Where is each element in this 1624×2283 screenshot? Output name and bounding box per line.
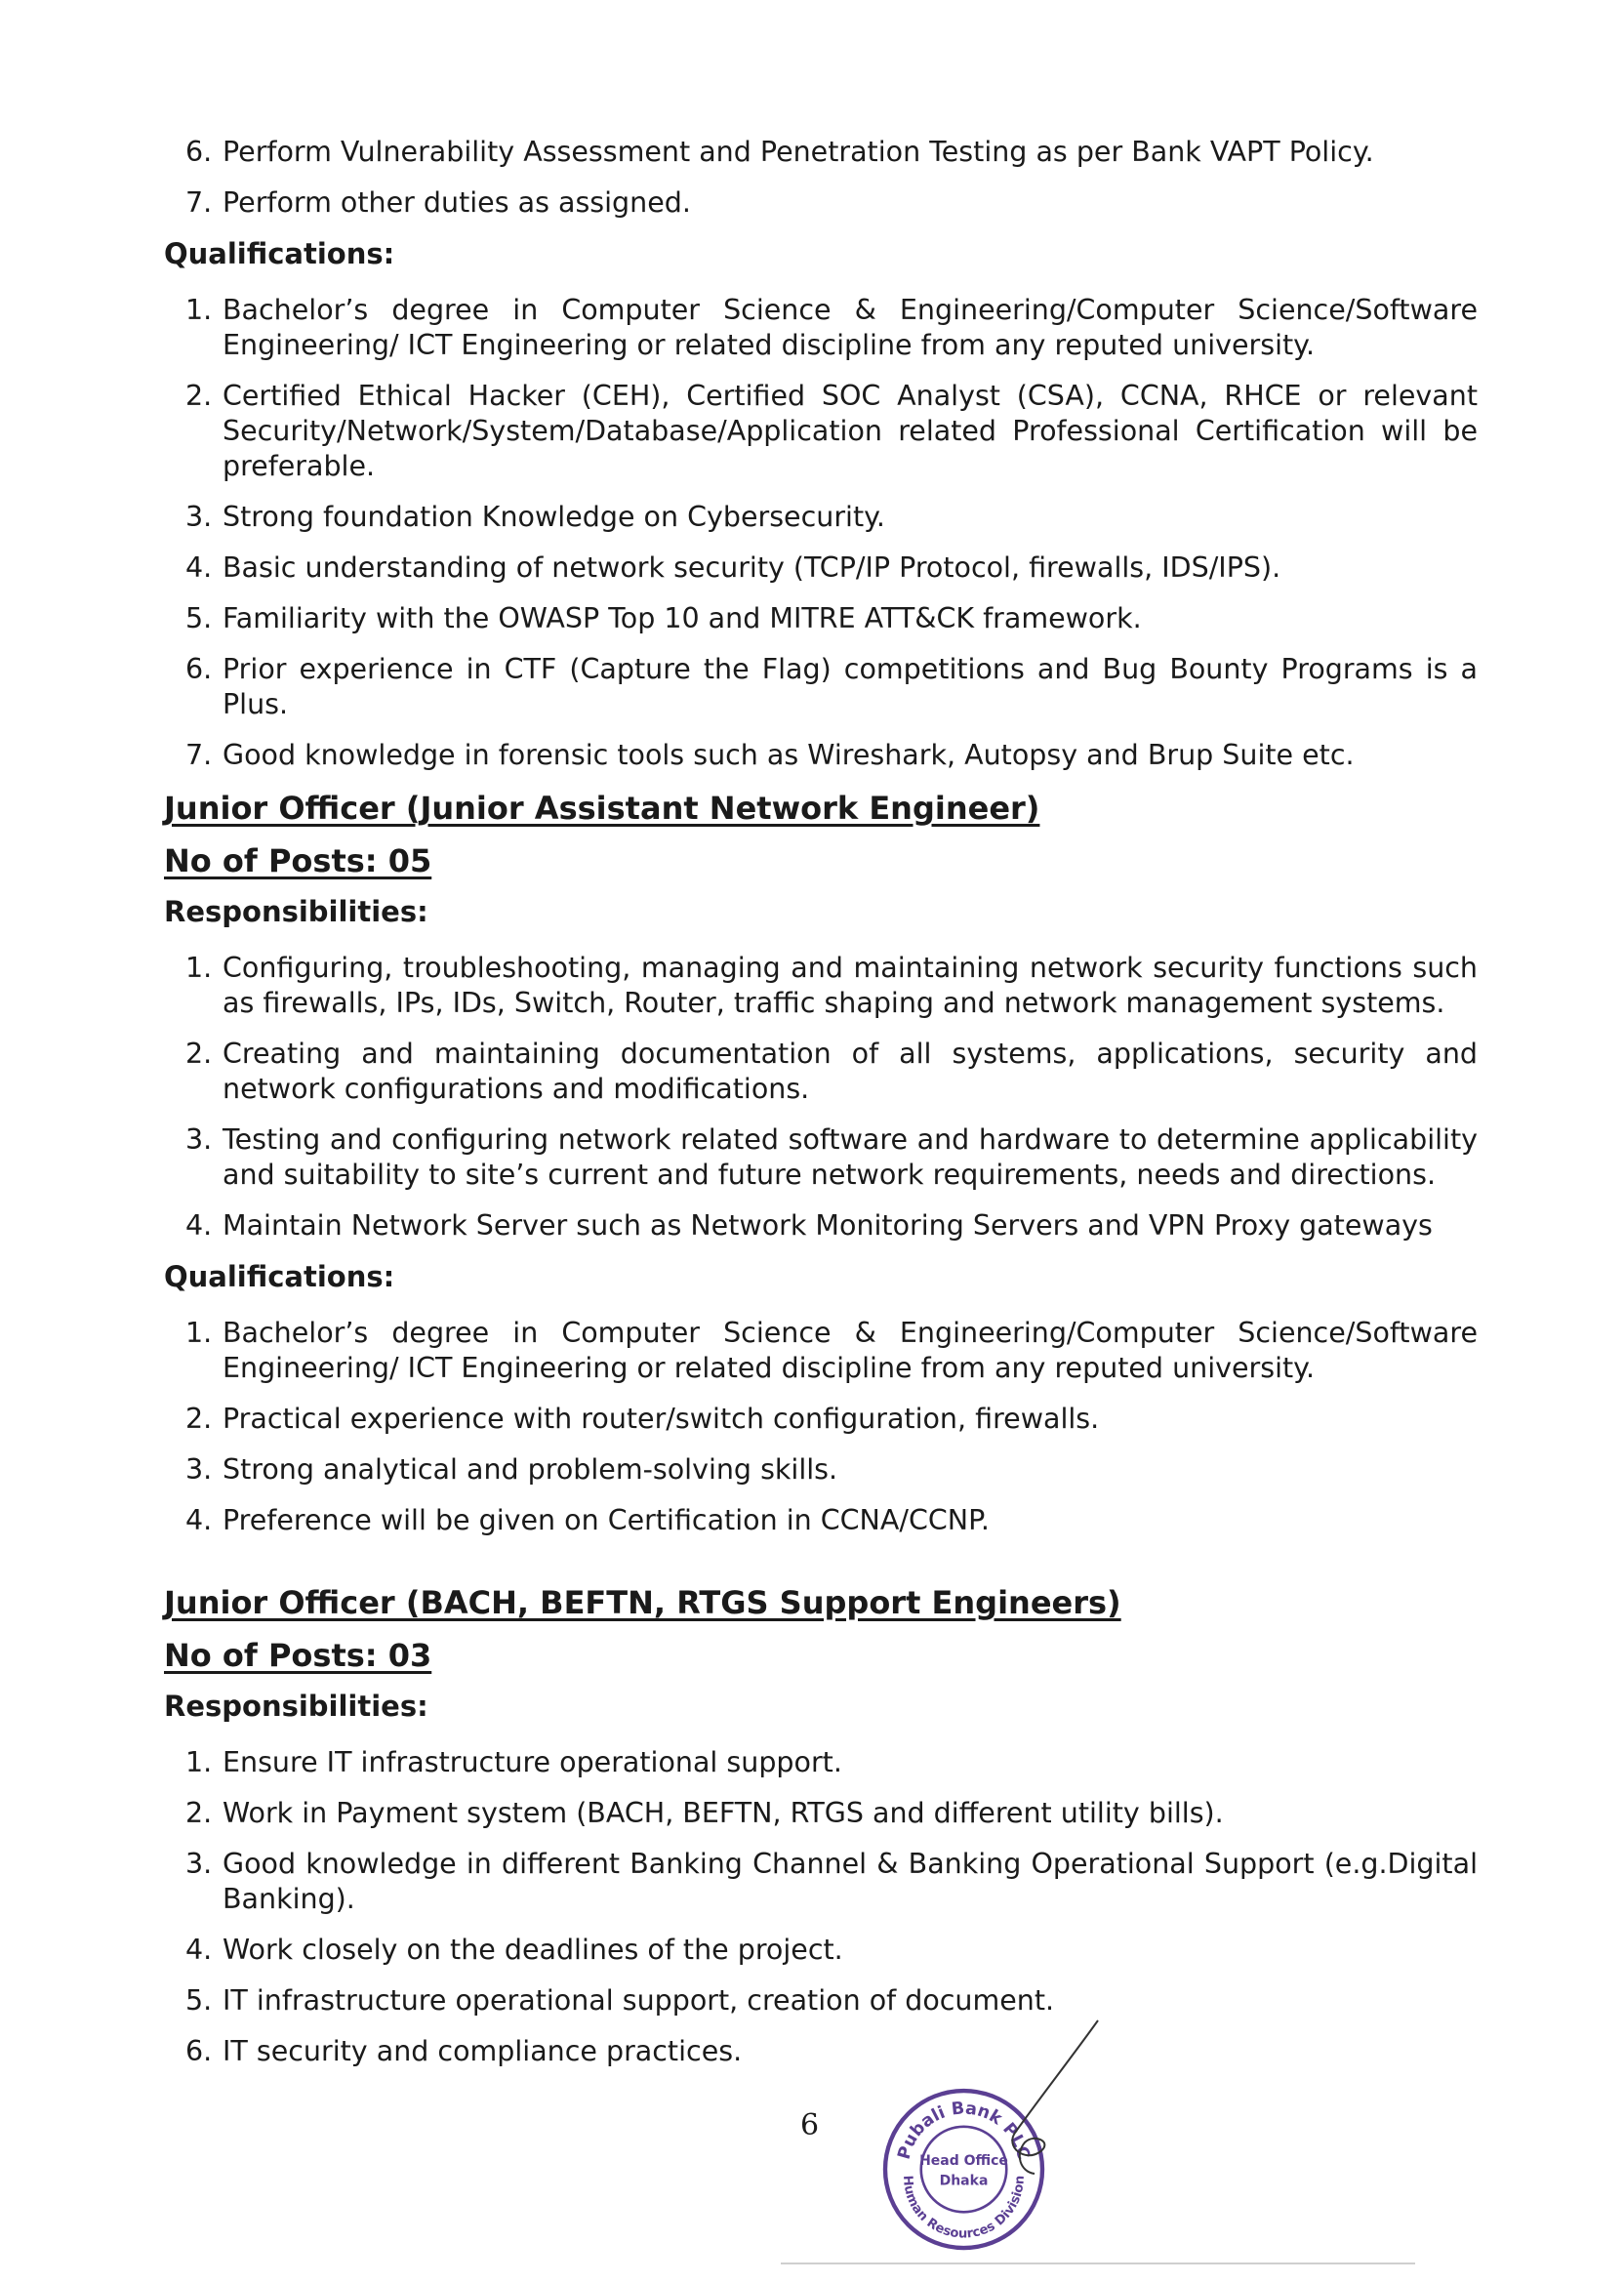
list-item: 3. Good knowledge in different Banking Channel & Banking Operational Support (e.g.Digital Banking). xyxy=(185,1848,1478,1915)
list-item: 2. Certified Ethical Hacker (CEH), Certified SOC Analyst (CSA), CCNA, RHCE or relevant Security/Network/System/Database/Application related Professional Certification will be preferable. xyxy=(185,380,1478,482)
qualifications-heading: Qualifications: xyxy=(164,237,395,270)
qualifications-heading: Qualifications: xyxy=(164,1260,395,1293)
list-item: 3. Strong foundation Knowledge on Cybersecurity. xyxy=(185,501,885,533)
intro-qualifications-list xyxy=(160,293,1478,773)
section-title-support-engineers: Junior Officer (BACH, BEFTN, RTGS Support Engineers) xyxy=(164,1584,1121,1621)
stamp-middle-text: Head Office xyxy=(919,2153,1008,2170)
list-item: 1. Bachelor’s degree in Computer Science & Engineering/Computer Science/Software Engineering/ ICT Engineering or related discipline from any reputed university. xyxy=(185,1317,1478,1384)
spacer xyxy=(160,1554,1478,1571)
network-qualifications-list xyxy=(160,1316,1478,1538)
page-divider xyxy=(781,2263,1415,2264)
list-item: 3. Strong analytical and problem-solving skills. xyxy=(185,1453,838,1486)
list-item: 6. IT security and compliance practices. xyxy=(185,2035,743,2067)
list-item: 2. Creating and maintaining documentation of all systems, applications, security and network configurations and modifications. xyxy=(185,1038,1478,1105)
stamp-city-text: Dhaka xyxy=(939,2173,989,2189)
list-item: 5. Familiarity with the OWASP Top 10 and MITRE ATT&CK framework. xyxy=(185,602,1142,634)
list-item: 2. Practical experience with router/switch configuration, firewalls. xyxy=(185,1403,1100,1435)
responsibilities-heading: Responsibilities: xyxy=(164,1690,428,1723)
list-item: 1. Configuring, troubleshooting, managing and maintaining network security functions such as firewalls, IPs, IDs, Switch, Router, traffic shaping and network management systems. xyxy=(185,952,1478,1019)
network-responsibilities-list xyxy=(160,951,1478,1243)
page-number: 6 xyxy=(800,2108,820,2142)
list-item: 4. Basic understanding of network security (TCP/IP Protocol, firewalls, IDS/IPS). xyxy=(185,551,1281,584)
list-item: 2. Work in Payment system (BACH, BEFTN, RTGS and different utility bills). xyxy=(185,1797,1224,1829)
posts-count: No of Posts: 05 xyxy=(164,842,432,879)
list-item: 6. Prior experience in CTF (Capture the Flag) competitions and Bug Bounty Programs is a Plus. xyxy=(185,653,1478,720)
list-item: 5. IT infrastructure operational support, creation of document. xyxy=(185,1984,1055,2017)
signature-icon xyxy=(995,2016,1103,2181)
list-item: 4. Maintain Network Server such as Network Monitoring Servers and VPN Proxy gateways xyxy=(185,1209,1433,1242)
page-content xyxy=(160,135,1478,2085)
support-responsibilities-list xyxy=(160,1745,1478,2069)
list-item: 4. Preference will be given on Certification in CCNA/CCNP. xyxy=(185,1504,990,1536)
list-item: 7. Perform other duties as assigned. xyxy=(185,186,691,219)
list-item: 1. Bachelor’s degree in Computer Science & Engineering/Computer Science/Software Engineering/ ICT Engineering or related discipline from any reputed university. xyxy=(185,294,1478,361)
stamp-bottom-text: Human Resources Division xyxy=(900,2175,1028,2242)
posts-count: No of Posts: 03 xyxy=(164,1637,432,1674)
intro-list xyxy=(160,135,1478,221)
section-title-network-engineer: Junior Officer (Junior Assistant Network Engineer) xyxy=(164,790,1040,827)
list-item: 1. Ensure IT infrastructure operational support. xyxy=(185,1746,842,1778)
list-item: 3. Testing and configuring network related software and hardware to determine applicability and suitability to site’s current and future network requirements, needs and directions. xyxy=(185,1123,1478,1191)
responsibilities-heading: Responsibilities: xyxy=(164,895,428,928)
stamp-top-text: Pubali Bank PLC xyxy=(894,2099,1034,2162)
list-item: 6. Perform Vulnerability Assessment and Penetration Testing as per Bank VAPT Policy. xyxy=(185,136,1374,168)
stamp-inner-ring xyxy=(921,2127,1007,2213)
list-item: 7. Good knowledge in forensic tools such as Wireshark, Autopsy and Brup Suite etc. xyxy=(185,739,1355,771)
list-item: 4. Work closely on the deadlines of the project. xyxy=(185,1934,843,1966)
